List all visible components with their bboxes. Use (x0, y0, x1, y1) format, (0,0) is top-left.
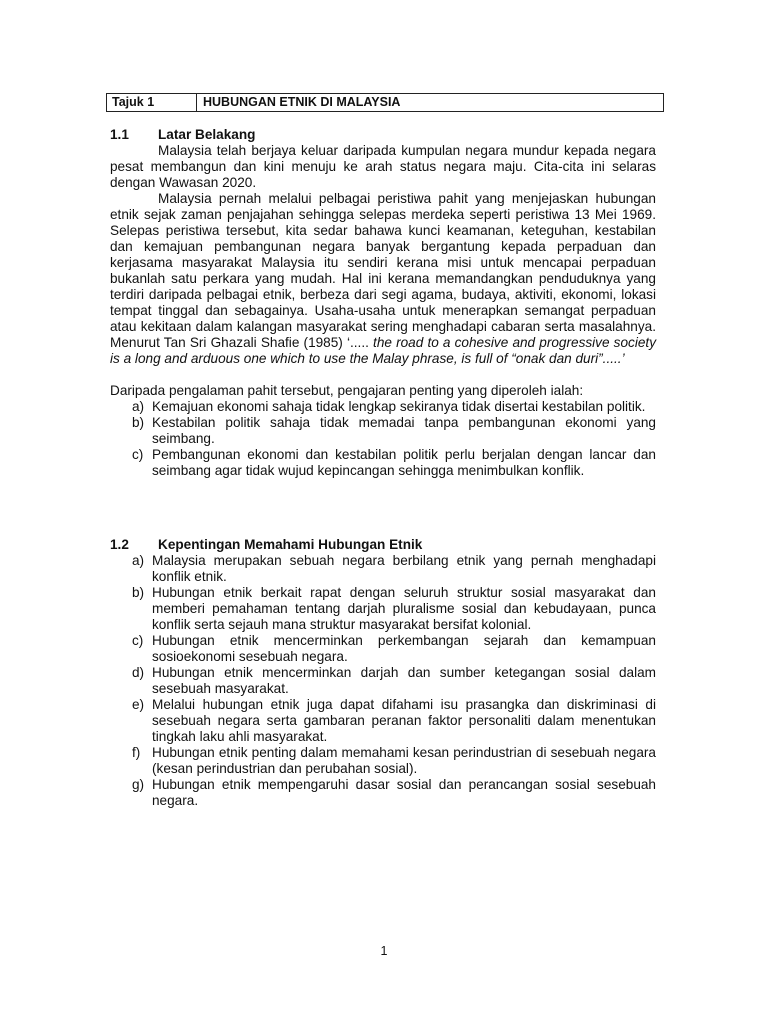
section-heading (110, 127, 656, 143)
list-marker: e) (132, 697, 145, 712)
list-item (110, 585, 656, 633)
list-item (110, 745, 656, 777)
section-latar-belakang (110, 127, 656, 479)
section-title: Kepentingan Memahami Hubungan Etnik (158, 537, 423, 552)
lesson-list (110, 399, 656, 479)
topic-label: Tajuk 1 (107, 94, 197, 111)
topic-title: HUBUNGAN ETNIK DI MALAYSIA (203, 95, 401, 109)
list-item (110, 633, 656, 665)
importance-list (110, 553, 656, 809)
list-item-text: Kestabilan politik sahaja tidak memadai tanpa pembangunan ekonomi yang seimbang. (152, 415, 656, 446)
page-number: 1 (380, 944, 388, 958)
section-number: 1.2 (110, 537, 129, 552)
list-item-text: Hubungan etnik berkait rapat dengan seluruh struktur sosial masyarakat dan memberi pemahaman tentang darjah pluralisme sosial dan kebudayaan, punca konflik serta sejauh mana struktur masyarakat bersifat kolonial. (152, 585, 656, 632)
paragraph-text: Malaysia telah berjaya keluar daripada kumpulan negara mundur kepada negara pesat membangun dan kini menuju ke arah status negara maju. Cita-cita ini selaras dengan Wawasan 2020. (110, 143, 656, 190)
section-kepentingan (110, 537, 656, 809)
list-marker: b) (132, 585, 145, 600)
section-heading (110, 537, 656, 553)
list-item (110, 447, 656, 479)
lesson-intro: Daripada pengalaman pahit tersebut, pengajaran penting yang diperoleh ialah: (110, 383, 584, 398)
paragraph (110, 143, 656, 191)
list-marker: a) (132, 399, 145, 414)
paragraph (110, 191, 656, 367)
section-number: 1.1 (110, 127, 129, 142)
list-item-text: Hubungan etnik mencerminkan darjah dan sumber ketegangan sosial dalam sesebuah masyarakat. (152, 665, 656, 696)
list-item (110, 553, 656, 585)
section-title: Latar Belakang (158, 127, 256, 142)
list-item (110, 697, 656, 745)
list-item (110, 777, 656, 809)
list-item-text: Hubungan etnik mencerminkan perkembangan sejarah dan kemampuan sosioekonomi sesebuah negara. (152, 633, 656, 664)
list-marker: g) (132, 777, 145, 792)
list-marker: a) (132, 553, 145, 568)
list-marker: b) (132, 415, 145, 430)
list-marker: c) (132, 633, 144, 648)
list-marker: f) (132, 745, 141, 760)
list-marker: d) (132, 665, 145, 680)
topic-header-table (106, 93, 664, 112)
quote-text: the road to a cohesive and progressive society is a long and arduous one which to use the Malay phrase, is full of “onak dan duri”.....’ (110, 335, 656, 366)
list-item-text: Kemajuan ekonomi sahaja tidak lengkap sekiranya tidak disertai kestabilan politik. (152, 399, 646, 414)
list-item (110, 399, 656, 415)
list-item-text: Pembangunan ekonomi dan kestabilan politik perlu berjalan dengan lancar dan seimbang agar tidak wujud kepincangan sehingga menimbulkan konflik. (152, 447, 656, 478)
list-item-text: Hubungan etnik mempengaruhi dasar sosial dan perancangan sosial sesebuah negara. (152, 777, 656, 808)
list-item-text: Malaysia merupakan sebuah negara berbilang etnik yang pernah menghadapi konflik etnik. (152, 553, 656, 584)
list-item-text: Melalui hubungan etnik juga dapat difahami isu prasangka dan diskriminasi di sesebuah negara serta gambaran peranan faktor personaliti dalam menentukan tingkah laku ahli masyarakat. (152, 697, 656, 744)
list-item (110, 665, 656, 697)
list-marker: c) (132, 447, 144, 462)
list-item (110, 415, 656, 447)
paragraph-text: Malaysia pernah melalui pelbagai peristiwa pahit yang menjejaskan hubungan etnik sejak zaman penjajahan sehingga selepas merdeka seperti peristiwa 13 Mei 1969. Selepas peristiwa tersebut, kita sedar bahawa kunci keamanan, keteguhan, kestabilan dan kemajuan pembangunan negara banyak bergantung kepada perpaduan dan kerjasama masyarakat Malaysia itu sendiri kerana misi untuk mencapai perpaduan bukanlah satu perkara yang mudah. Hal ini kerana memandangkan penduduknya yang terdiri daripada pelbagai etnik, berbeza dari segi agama, budaya, aktiviti, ekonomi, lokasi tempat tinggal dan sebagainya. Usaha-usaha untuk menerapkan semangat perpaduan atau kekitaan dalam kalangan masyarakat sering menghadapi cabaran serta masalahnya. Menurut Tan Sri Ghazali Shafie (1985) ‘..... (110, 191, 656, 350)
list-item-text: Hubungan etnik penting dalam memahami kesan perindustrian di sesebuah negara (kesan perindustrian dan perubahan sosial). (152, 745, 656, 776)
